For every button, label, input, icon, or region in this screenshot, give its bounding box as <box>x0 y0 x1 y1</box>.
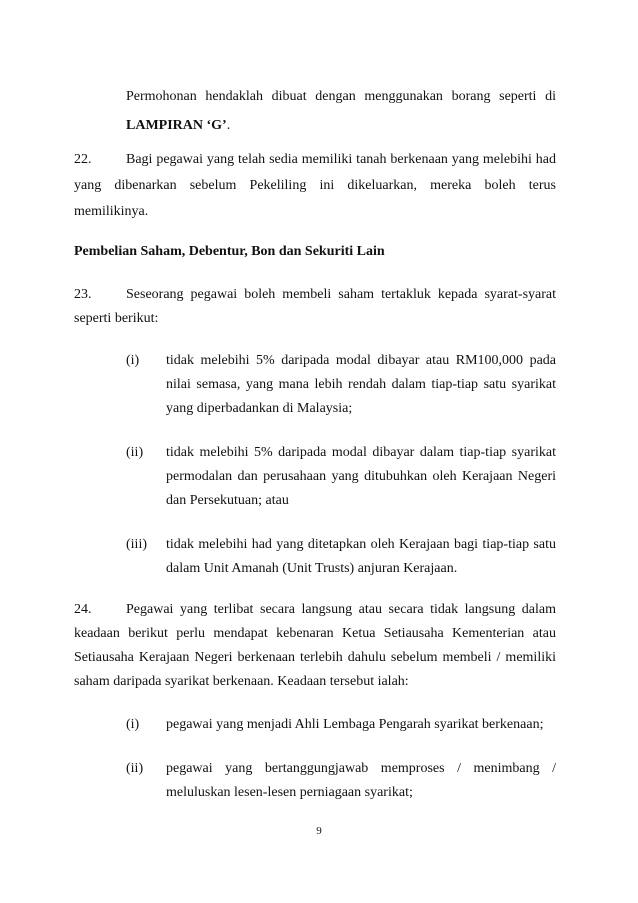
list-item-line: pegawai yang bertanggungjawab memproses / menimbang / <box>166 761 556 776</box>
list-item-label: (ii) <box>126 761 144 776</box>
paragraph-24-line-1: Pegawai yang terlibat secara langsung atau secara tidak langsung dalam <box>126 602 556 617</box>
list-item-label: (i) <box>126 717 140 732</box>
paragraph-22-line-2: yang dibenarkan sebelum Pekeliling ini dikeluarkan, mereka boleh terus <box>74 178 556 193</box>
section-heading: Pembelian Saham, Debentur, Bon dan Sekuriti Lain <box>74 244 385 259</box>
list-item-label: (iii) <box>126 537 147 552</box>
list-item-line: dan Persekutuan; atau <box>166 493 289 508</box>
paragraph-23-line-2: seperti berikut: <box>74 311 159 326</box>
list-item-line: dalam Unit Amanah (Unit Trusts) anjuran Kerajaan. <box>166 561 458 576</box>
paragraph-22-number: 22. <box>74 152 92 167</box>
list-item-line: nilai semasa, yang mana lebih rendah dalam tiap-tiap satu syarikat <box>166 377 556 392</box>
paragraph-24-line-2: keadaan berikut perlu mendapat kebenaran Ketua Setiausaha Kementerian atau <box>74 626 556 641</box>
paragraph-24-line-3: Setiausaha Kerajaan Negeri berkenaan terlebih dahulu sebelum membeli / memiliki <box>74 650 556 665</box>
list-item-line: permodalan dan perusahaan yang ditubuhkan oleh Kerajaan Negeri <box>166 469 556 484</box>
list-item-line: tidak melebihi had yang ditetapkan oleh Kerajaan bagi tiap-tiap satu <box>166 537 556 552</box>
intro-line-2-tail: . <box>226 118 231 133</box>
intro-line-2 <box>126 117 230 135</box>
list-item-line: pegawai yang menjadi Ahli Lembaga Pengarah syarikat berkenaan; <box>166 717 544 732</box>
paragraph-23-number: 23. <box>74 287 92 302</box>
list-item-label: (ii) <box>126 445 144 460</box>
list-item-label: (i) <box>126 353 140 368</box>
intro-line-1: Permohonan hendaklah dibuat dengan menggunakan borang seperti di <box>126 89 556 104</box>
paragraph-24-line-4: saham daripada syarikat berkenaan. Keadaan tersebut ialah: <box>74 674 409 689</box>
paragraph-22-line-3: memilikinya. <box>74 204 149 219</box>
list-item-line: tidak melebihi 5% daripada modal dibayar atau RM100,000 pada <box>166 353 556 368</box>
paragraph-24-number: 24. <box>74 602 92 617</box>
page-number: 9 <box>316 825 322 837</box>
list-item-line: tidak melebihi 5% daripada modal dibayar dalam tiap-tiap syarikat <box>166 445 556 460</box>
list-item-line: meluluskan lesen-lesen perniagaan syarikat; <box>166 785 413 800</box>
paragraph-23-line-1: Seseorang pegawai boleh membeli saham tertakluk kepada syarat-syarat <box>126 287 556 302</box>
paragraph-22-line-1: Bagi pegawai yang telah sedia memiliki tanah berkenaan yang melebihi had <box>126 152 556 167</box>
list-item-line: yang diperbadankan di Malaysia; <box>166 401 353 416</box>
lampiran-reference: LAMPIRAN ‘G’ <box>126 118 227 133</box>
